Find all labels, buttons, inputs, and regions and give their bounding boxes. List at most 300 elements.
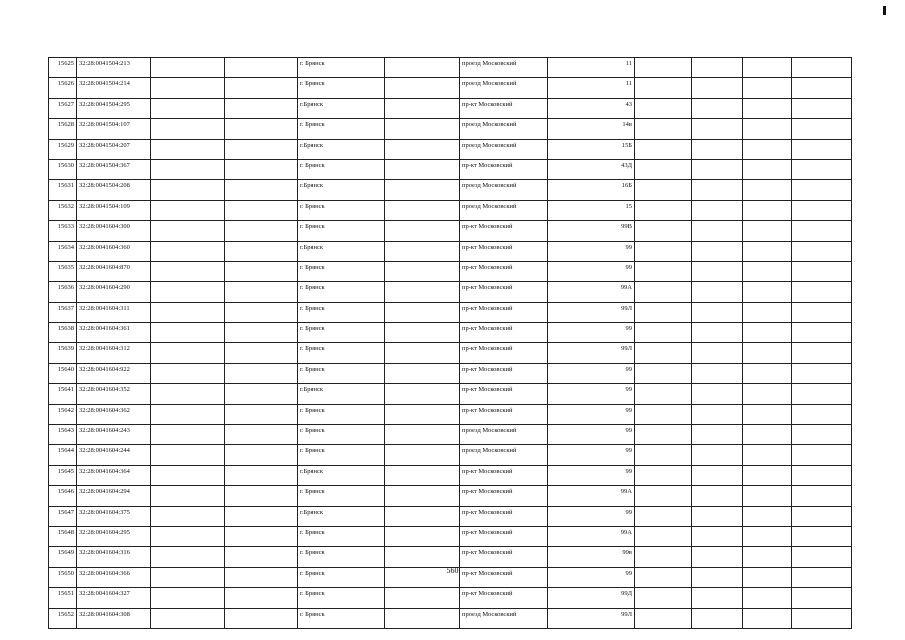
table-row bbox=[49, 363, 852, 383]
empty-cell bbox=[692, 547, 743, 567]
street-cell: пр-кт Московский bbox=[460, 567, 548, 587]
street-cell: пр-кт Московский bbox=[460, 159, 548, 179]
empty-cell bbox=[385, 588, 460, 608]
empty-cell bbox=[692, 526, 743, 546]
street-cell: проезд Московский bbox=[460, 180, 548, 200]
empty-cell bbox=[385, 506, 460, 526]
empty-cell bbox=[635, 588, 692, 608]
empty-cell bbox=[151, 425, 225, 445]
empty-cell bbox=[151, 404, 225, 424]
house-number-cell: 99 bbox=[548, 323, 635, 343]
empty-cell bbox=[692, 200, 743, 220]
house-number-cell: 99Л bbox=[548, 608, 635, 628]
house-number-cell: 11 bbox=[548, 58, 635, 78]
house-number-cell: 99 bbox=[548, 506, 635, 526]
empty-cell bbox=[635, 445, 692, 465]
empty-cell bbox=[225, 486, 298, 506]
cadastral-number-cell: 32:28:0041604:244 bbox=[77, 445, 151, 465]
cadastral-number-cell: 32:28:0041604:295 bbox=[77, 526, 151, 546]
house-number-cell: 99 bbox=[548, 465, 635, 485]
house-number-cell: 99Д bbox=[548, 588, 635, 608]
table-row bbox=[49, 425, 852, 445]
empty-cell bbox=[635, 261, 692, 281]
street-cell: пр-кт Московский bbox=[460, 261, 548, 281]
cadastral-number-cell: 32:28:0041504:107 bbox=[77, 119, 151, 139]
empty-cell bbox=[743, 78, 792, 98]
house-number-cell: 43 bbox=[548, 98, 635, 118]
row-number-cell: 15646 bbox=[49, 486, 77, 506]
house-number-cell: 99 bbox=[548, 445, 635, 465]
city-cell: г. Брянск bbox=[298, 159, 385, 179]
row-number-cell: 15642 bbox=[49, 404, 77, 424]
empty-cell bbox=[225, 200, 298, 220]
empty-cell bbox=[151, 506, 225, 526]
empty-cell bbox=[792, 282, 852, 302]
empty-cell bbox=[635, 465, 692, 485]
empty-cell bbox=[151, 78, 225, 98]
empty-cell bbox=[743, 588, 792, 608]
empty-cell bbox=[151, 608, 225, 628]
empty-cell bbox=[225, 241, 298, 261]
empty-cell bbox=[151, 159, 225, 179]
cadastral-number-cell: 32:28:0041504:213 bbox=[77, 58, 151, 78]
empty-cell bbox=[385, 221, 460, 241]
empty-cell bbox=[385, 363, 460, 383]
empty-cell bbox=[635, 343, 692, 363]
cadastral-number-cell: 32:28:0041604:362 bbox=[77, 404, 151, 424]
empty-cell bbox=[743, 404, 792, 424]
empty-cell bbox=[692, 343, 743, 363]
empty-cell bbox=[385, 302, 460, 322]
empty-cell bbox=[743, 547, 792, 567]
empty-cell bbox=[792, 465, 852, 485]
empty-cell bbox=[692, 506, 743, 526]
empty-cell bbox=[225, 608, 298, 628]
table-row bbox=[49, 78, 852, 98]
empty-cell bbox=[635, 526, 692, 546]
table-row bbox=[49, 343, 852, 363]
row-number-cell: 15649 bbox=[49, 547, 77, 567]
empty-cell bbox=[743, 302, 792, 322]
empty-cell bbox=[225, 58, 298, 78]
cadastral-number-cell: 32:28:0041604:316 bbox=[77, 547, 151, 567]
street-cell: пр-кт Московский bbox=[460, 506, 548, 526]
street-cell: пр-кт Московский bbox=[460, 465, 548, 485]
row-number-cell: 15628 bbox=[49, 119, 77, 139]
row-number-cell: 15643 bbox=[49, 425, 77, 445]
empty-cell bbox=[743, 180, 792, 200]
row-number-cell: 15640 bbox=[49, 363, 77, 383]
empty-cell bbox=[225, 445, 298, 465]
empty-cell bbox=[151, 445, 225, 465]
empty-cell bbox=[743, 506, 792, 526]
street-cell: пр-кт Московский bbox=[460, 343, 548, 363]
empty-cell bbox=[743, 486, 792, 506]
city-cell: г.Брянск bbox=[298, 241, 385, 261]
street-cell: пр-кт Московский bbox=[460, 384, 548, 404]
house-number-cell: 16Б bbox=[548, 180, 635, 200]
empty-cell bbox=[635, 486, 692, 506]
empty-cell bbox=[225, 588, 298, 608]
city-cell: г. Брянск bbox=[298, 526, 385, 546]
empty-cell bbox=[151, 119, 225, 139]
empty-cell bbox=[692, 384, 743, 404]
house-number-cell: 99 bbox=[548, 363, 635, 383]
empty-cell bbox=[385, 119, 460, 139]
empty-cell bbox=[385, 58, 460, 78]
house-number-cell: 43Д bbox=[548, 159, 635, 179]
empty-cell bbox=[635, 608, 692, 628]
cadastral-number-cell: 32:28:0041604:243 bbox=[77, 425, 151, 445]
empty-cell bbox=[692, 241, 743, 261]
street-cell: пр-кт Московский bbox=[460, 302, 548, 322]
house-number-cell: 14в bbox=[548, 119, 635, 139]
empty-cell bbox=[385, 608, 460, 628]
street-cell: пр-кт Московский bbox=[460, 98, 548, 118]
city-cell: г.Брянск bbox=[298, 180, 385, 200]
row-number-cell: 15627 bbox=[49, 98, 77, 118]
empty-cell bbox=[743, 241, 792, 261]
house-number-cell: 99А bbox=[548, 282, 635, 302]
empty-cell bbox=[151, 363, 225, 383]
table-row bbox=[49, 302, 852, 322]
empty-cell bbox=[792, 302, 852, 322]
empty-cell bbox=[743, 608, 792, 628]
empty-cell bbox=[635, 241, 692, 261]
empty-cell bbox=[151, 547, 225, 567]
cadastral-number-cell: 32:28:0041504:207 bbox=[77, 139, 151, 159]
empty-cell bbox=[743, 261, 792, 281]
empty-cell bbox=[743, 221, 792, 241]
cadastral-number-cell: 32:28:0041604:327 bbox=[77, 588, 151, 608]
house-number-cell: 99 bbox=[548, 241, 635, 261]
city-cell: г. Брянск bbox=[298, 302, 385, 322]
empty-cell bbox=[151, 588, 225, 608]
empty-cell bbox=[225, 221, 298, 241]
table-row bbox=[49, 58, 852, 78]
empty-cell bbox=[385, 282, 460, 302]
empty-cell bbox=[225, 506, 298, 526]
empty-cell bbox=[692, 221, 743, 241]
empty-cell bbox=[743, 384, 792, 404]
street-cell: пр-кт Московский bbox=[460, 363, 548, 383]
cadastral-number-cell: 32:28:0041604:360 bbox=[77, 241, 151, 261]
empty-cell bbox=[635, 139, 692, 159]
street-cell: проезд Московский bbox=[460, 425, 548, 445]
empty-cell bbox=[692, 465, 743, 485]
city-cell: г. Брянск bbox=[298, 567, 385, 587]
street-cell: пр-кт Московский bbox=[460, 486, 548, 506]
table-row bbox=[49, 241, 852, 261]
city-cell: г. Брянск bbox=[298, 261, 385, 281]
empty-cell bbox=[692, 425, 743, 445]
empty-cell bbox=[692, 323, 743, 343]
street-cell: пр-кт Московский bbox=[460, 526, 548, 546]
table-row bbox=[49, 159, 852, 179]
table-row bbox=[49, 200, 852, 220]
empty-cell bbox=[635, 180, 692, 200]
empty-cell bbox=[225, 323, 298, 343]
table-row bbox=[49, 588, 852, 608]
table-row bbox=[49, 445, 852, 465]
empty-cell bbox=[692, 282, 743, 302]
cadastral-number-cell: 32:28:0041504:367 bbox=[77, 159, 151, 179]
empty-cell bbox=[635, 221, 692, 241]
city-cell: г. Брянск bbox=[298, 608, 385, 628]
house-number-cell: 99 bbox=[548, 261, 635, 281]
house-number-cell: 15Б bbox=[548, 139, 635, 159]
empty-cell bbox=[743, 58, 792, 78]
empty-cell bbox=[743, 343, 792, 363]
empty-cell bbox=[151, 180, 225, 200]
empty-cell bbox=[743, 119, 792, 139]
city-cell: г. Брянск bbox=[298, 547, 385, 567]
street-cell: проезд Московский bbox=[460, 78, 548, 98]
cadastral-number-cell: 32:28:0041604:922 bbox=[77, 363, 151, 383]
empty-cell bbox=[792, 261, 852, 281]
street-cell: проезд Московский bbox=[460, 200, 548, 220]
empty-cell bbox=[385, 445, 460, 465]
empty-cell bbox=[635, 384, 692, 404]
cadastral-number-cell: 32:28:0041604:352 bbox=[77, 384, 151, 404]
table-row bbox=[49, 486, 852, 506]
house-number-cell: 99А bbox=[548, 526, 635, 546]
empty-cell bbox=[792, 445, 852, 465]
house-number-cell: 99Л bbox=[548, 302, 635, 322]
empty-cell bbox=[792, 98, 852, 118]
cadastral-number-cell: 32:28:0041604:361 bbox=[77, 323, 151, 343]
empty-cell bbox=[792, 241, 852, 261]
empty-cell bbox=[385, 200, 460, 220]
empty-cell bbox=[225, 384, 298, 404]
house-number-cell: 99в bbox=[548, 547, 635, 567]
street-cell: пр-кт Московский bbox=[460, 241, 548, 261]
empty-cell bbox=[225, 526, 298, 546]
empty-cell bbox=[743, 159, 792, 179]
empty-cell bbox=[692, 363, 743, 383]
property-registry-table bbox=[48, 57, 852, 629]
cadastral-number-cell: 32:28:0041604:311 bbox=[77, 302, 151, 322]
empty-cell bbox=[225, 261, 298, 281]
empty-cell bbox=[151, 261, 225, 281]
city-cell: г. Брянск bbox=[298, 58, 385, 78]
empty-cell bbox=[692, 98, 743, 118]
cadastral-number-cell: 32:28:0041604:366 bbox=[77, 567, 151, 587]
empty-cell bbox=[385, 139, 460, 159]
empty-cell bbox=[225, 78, 298, 98]
cadastral-number-cell: 32:28:0041504:214 bbox=[77, 78, 151, 98]
city-cell: г.Брянск bbox=[298, 465, 385, 485]
empty-cell bbox=[151, 98, 225, 118]
empty-cell bbox=[151, 323, 225, 343]
empty-cell bbox=[792, 78, 852, 98]
street-cell: пр-кт Московский bbox=[460, 547, 548, 567]
empty-cell bbox=[792, 425, 852, 445]
empty-cell bbox=[792, 547, 852, 567]
house-number-cell: 99Л bbox=[548, 343, 635, 363]
row-number-cell: 15629 bbox=[49, 139, 77, 159]
city-cell: г. Брянск bbox=[298, 323, 385, 343]
row-number-cell: 15651 bbox=[49, 588, 77, 608]
scan-corner-mark bbox=[883, 6, 886, 15]
city-cell: г. Брянск bbox=[298, 363, 385, 383]
page-number: 560 bbox=[446, 566, 459, 575]
cadastral-number-cell: 32:28:0041604:290 bbox=[77, 282, 151, 302]
empty-cell bbox=[792, 200, 852, 220]
empty-cell bbox=[635, 323, 692, 343]
house-number-cell: 99 bbox=[548, 567, 635, 587]
row-number-cell: 15631 bbox=[49, 180, 77, 200]
row-number-cell: 15636 bbox=[49, 282, 77, 302]
empty-cell bbox=[225, 404, 298, 424]
row-number-cell: 15645 bbox=[49, 465, 77, 485]
empty-cell bbox=[151, 302, 225, 322]
city-cell: г.Брянск bbox=[298, 384, 385, 404]
empty-cell bbox=[635, 282, 692, 302]
street-cell: пр-кт Московский bbox=[460, 323, 548, 343]
empty-cell bbox=[635, 547, 692, 567]
table-row bbox=[49, 98, 852, 118]
street-cell: проезд Московский bbox=[460, 139, 548, 159]
cadastral-number-cell: 32:28:0041504:295 bbox=[77, 98, 151, 118]
empty-cell bbox=[792, 119, 852, 139]
table-row bbox=[49, 261, 852, 281]
city-cell: г. Брянск bbox=[298, 119, 385, 139]
house-number-cell: 99 bbox=[548, 384, 635, 404]
empty-cell bbox=[743, 323, 792, 343]
row-number-cell: 15650 bbox=[49, 567, 77, 587]
empty-cell bbox=[385, 98, 460, 118]
row-number-cell: 15626 bbox=[49, 78, 77, 98]
cadastral-number-cell: 32:28:0041504:208 bbox=[77, 180, 151, 200]
table-row bbox=[49, 404, 852, 424]
row-number-cell: 15633 bbox=[49, 221, 77, 241]
empty-cell bbox=[151, 282, 225, 302]
street-cell: проезд Московский bbox=[460, 119, 548, 139]
city-cell: г. Брянск bbox=[298, 282, 385, 302]
empty-cell bbox=[792, 180, 852, 200]
table-row bbox=[49, 465, 852, 485]
empty-cell bbox=[692, 78, 743, 98]
house-number-cell: 99 bbox=[548, 425, 635, 445]
city-cell: г. Брянск bbox=[298, 486, 385, 506]
street-cell: проезд Московский bbox=[460, 445, 548, 465]
row-number-cell: 15647 bbox=[49, 506, 77, 526]
empty-cell bbox=[692, 302, 743, 322]
empty-cell bbox=[743, 425, 792, 445]
empty-cell bbox=[635, 119, 692, 139]
row-number-cell: 15630 bbox=[49, 159, 77, 179]
city-cell: г. Брянск bbox=[298, 78, 385, 98]
empty-cell bbox=[743, 200, 792, 220]
empty-cell bbox=[635, 363, 692, 383]
empty-cell bbox=[743, 282, 792, 302]
house-number-cell: 99А bbox=[548, 486, 635, 506]
empty-cell bbox=[792, 588, 852, 608]
row-number-cell: 15648 bbox=[49, 526, 77, 546]
empty-cell bbox=[385, 343, 460, 363]
empty-cell bbox=[635, 58, 692, 78]
city-cell: г. Брянск bbox=[298, 404, 385, 424]
table-row bbox=[49, 547, 852, 567]
empty-cell bbox=[635, 159, 692, 179]
empty-cell bbox=[692, 486, 743, 506]
row-number-cell: 15641 bbox=[49, 384, 77, 404]
empty-cell bbox=[225, 363, 298, 383]
empty-cell bbox=[385, 323, 460, 343]
empty-cell bbox=[792, 486, 852, 506]
cadastral-number-cell: 32:28:0041604:364 bbox=[77, 465, 151, 485]
empty-cell bbox=[385, 547, 460, 567]
empty-cell bbox=[385, 159, 460, 179]
empty-cell bbox=[743, 465, 792, 485]
empty-cell bbox=[635, 425, 692, 445]
cadastral-number-cell: 32:28:0041604:294 bbox=[77, 486, 151, 506]
cadastral-number-cell: 32:28:0041604:300 bbox=[77, 221, 151, 241]
empty-cell bbox=[743, 363, 792, 383]
empty-cell bbox=[635, 302, 692, 322]
empty-cell bbox=[151, 465, 225, 485]
empty-cell bbox=[792, 363, 852, 383]
empty-cell bbox=[151, 139, 225, 159]
empty-cell bbox=[385, 465, 460, 485]
table-row bbox=[49, 323, 852, 343]
empty-cell bbox=[151, 526, 225, 546]
empty-cell bbox=[692, 608, 743, 628]
empty-cell bbox=[225, 180, 298, 200]
table-row bbox=[49, 526, 852, 546]
row-number-cell: 15634 bbox=[49, 241, 77, 261]
city-cell: г. Брянск bbox=[298, 588, 385, 608]
empty-cell bbox=[635, 506, 692, 526]
empty-cell bbox=[792, 139, 852, 159]
empty-cell bbox=[692, 261, 743, 281]
empty-cell bbox=[792, 159, 852, 179]
empty-cell bbox=[385, 425, 460, 445]
row-number-cell: 15635 bbox=[49, 261, 77, 281]
table-row bbox=[49, 180, 852, 200]
house-number-cell: 11 bbox=[548, 78, 635, 98]
empty-cell bbox=[225, 159, 298, 179]
empty-cell bbox=[792, 221, 852, 241]
city-cell: г. Брянск bbox=[298, 221, 385, 241]
empty-cell bbox=[792, 58, 852, 78]
empty-cell bbox=[692, 588, 743, 608]
house-number-cell: 99В bbox=[548, 221, 635, 241]
row-number-cell: 15625 bbox=[49, 58, 77, 78]
empty-cell bbox=[225, 302, 298, 322]
empty-cell bbox=[385, 486, 460, 506]
row-number-cell: 15638 bbox=[49, 323, 77, 343]
table-row bbox=[49, 608, 852, 628]
empty-cell bbox=[225, 98, 298, 118]
cadastral-number-cell: 32:28:0041604:375 bbox=[77, 506, 151, 526]
street-cell: проезд Московский bbox=[460, 608, 548, 628]
cadastral-number-cell: 32:28:0041604:312 bbox=[77, 343, 151, 363]
empty-cell bbox=[635, 98, 692, 118]
row-number-cell: 15644 bbox=[49, 445, 77, 465]
city-cell: г. Брянск bbox=[298, 425, 385, 445]
empty-cell bbox=[743, 445, 792, 465]
street-cell: пр-кт Московский bbox=[460, 588, 548, 608]
empty-cell bbox=[151, 221, 225, 241]
house-number-cell: 15 bbox=[548, 200, 635, 220]
empty-cell bbox=[692, 58, 743, 78]
street-cell: пр-кт Московский bbox=[460, 404, 548, 424]
empty-cell bbox=[151, 200, 225, 220]
empty-cell bbox=[743, 139, 792, 159]
empty-cell bbox=[792, 343, 852, 363]
